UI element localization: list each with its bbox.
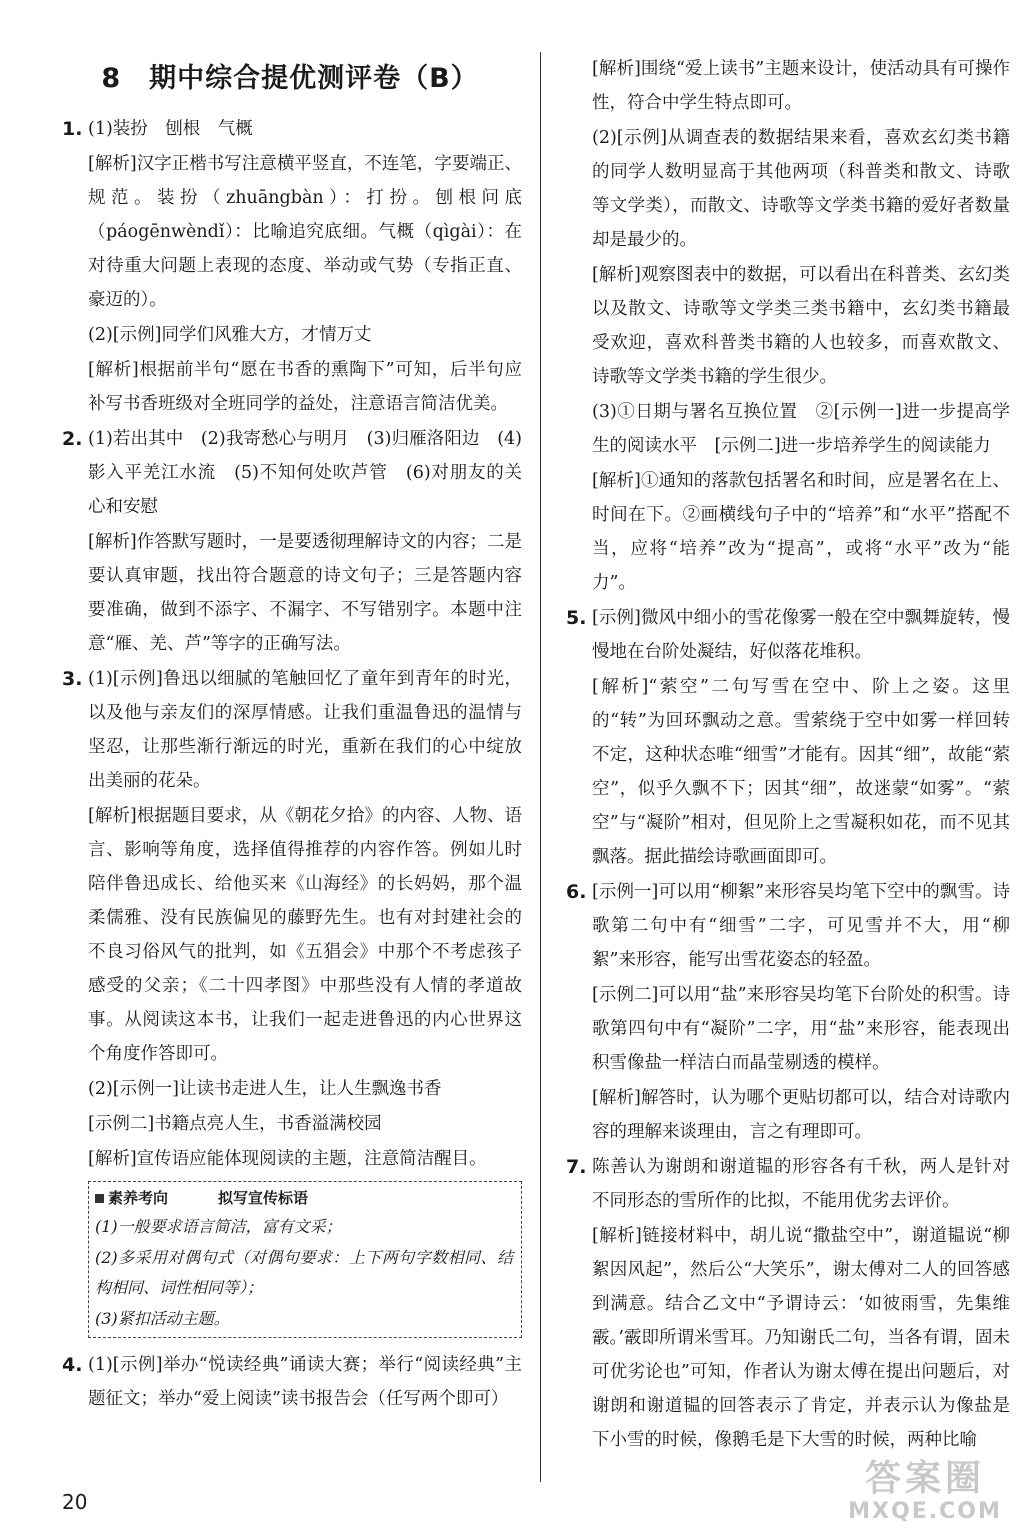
left-column bbox=[62, 112, 522, 1417]
watermark-bottom-text: MXQE.COM bbox=[848, 1499, 1002, 1524]
answer-paragraph: (3)①日期与署名互换位置 ②[示例一]进一步提高学生的阅读水平 [示例二]进一步培养学生的阅读能力 bbox=[592, 402, 1010, 456]
answer-body bbox=[592, 601, 1010, 875]
answer-paragraph: [示例二]可以用“盐”来形容吴均笔下台阶处的积雪。诗歌第四句中有“凝阶”二字，用“盐”来形容，能表现出积雪像盐一样洁白而晶莹剔透的模样。 bbox=[592, 985, 1010, 1073]
square-bullet-icon bbox=[95, 1194, 104, 1203]
answer-paragraph: (2)[示例]同学们风雅大方，才情万丈 bbox=[88, 325, 372, 345]
answer-paragraph: [解析]围绕“爱上读书”主题来设计，使活动具有可操作性，符合中学生特点即可。 bbox=[592, 59, 1010, 113]
answer-number: 3. bbox=[62, 668, 83, 690]
answer-item bbox=[566, 1150, 1010, 1458]
page-number: 20 bbox=[62, 1490, 88, 1514]
answer-paragraph: [示例]微风中细小的雪花像雾一般在空中飘舞旋转，慢慢地在台阶处凝结，好似落花堆积。 bbox=[592, 608, 1010, 662]
answer-body bbox=[88, 1348, 522, 1417]
tip-line: (1)一般要求语言简洁，富有文采； bbox=[95, 1217, 342, 1236]
answer-paragraph: (1)若出其中 (2)我寄愁心与明月 (3)归雁洛阳边 (4)影入平羌江水流 (5)不知何处吹芦管 (6)对朋友的关心和安慰 bbox=[88, 429, 522, 517]
answer-body bbox=[592, 1150, 1010, 1458]
answer-paragraph: [解析]根据题目要求，从《朝花夕拾》的内容、人物、语言、影响等角度，选择值得推荐的内容作答。例如儿时陪伴鲁迅成长、给他买来《山海经》的长妈妈，那个温柔儒雅、没有民族偏见的藤野先生。也有对封建社会的不良习俗风气的批判，如《五猖会》中那个不考虑孩子感受的父亲；《二十四孝图》中那些没有人情的孝道故事。从阅读这本书，让我们一起走进鲁迅的内心世界这个角度作答即可。 bbox=[88, 806, 522, 1064]
answer-item bbox=[566, 601, 1010, 875]
answer-paragraph: (2)[示例]从调查表的数据结果来看，喜欢玄幻类书籍的同学人数明显高于其他两项（科普类和散文、诗歌等文学类），而散文、诗歌等文学类书籍的爱好者数量却是最少的。 bbox=[592, 128, 1010, 250]
answer-body bbox=[88, 112, 522, 422]
answer-paragraph: [示例一]可以用“柳絮”来形容吴均笔下空中的飘雪。诗歌第二句中有“细雪”二字，可见雪并不大，用“柳絮”来形容，能写出雪花姿态的轻盈。 bbox=[592, 882, 1010, 970]
answer-number: 6. bbox=[566, 881, 587, 903]
tip-label: 素养考向 bbox=[108, 1189, 169, 1207]
answer-paragraph: [示例二]书籍点亮人生，书香溢满校园 bbox=[88, 1114, 382, 1134]
answer-number bbox=[566, 52, 592, 601]
tip-line: (3)紧扣活动主题。 bbox=[95, 1309, 230, 1328]
answer-number: 5. bbox=[566, 607, 587, 629]
answer-paragraph: [解析]①通知的落款包括署名和时间，应是署名在上、时间在下。②画横线句子中的“培养”和“水平”搭配不当，应将“培养”改为“提高”，或将“水平”改为“能力”。 bbox=[592, 471, 1010, 593]
column-divider bbox=[540, 52, 541, 1482]
tip-line: (2)多采用对偶句式（对偶句要求：上下两句字数相同、结构相同、词性相同等）； bbox=[95, 1248, 513, 1297]
watermark-logo bbox=[835, 1458, 1015, 1528]
tip-box bbox=[88, 1181, 522, 1338]
answer-item bbox=[566, 875, 1010, 1150]
tip-subtitle: 拟写宣传标语 bbox=[218, 1189, 309, 1207]
answer-item bbox=[566, 52, 1010, 601]
answer-paragraph: (2)[示例一]让读书走进人生，让人生飘逸书香 bbox=[88, 1079, 442, 1099]
page-title: 8 期中综合提优测评卷（B） bbox=[101, 63, 479, 94]
answer-paragraph: [解析]作答默写题时，一是要透彻理解诗文的内容；二是要认真审题，找出符合题意的诗文句子；三是答题内容要准确，做到不添字、不漏字、不写错别字。本题中注意“雁、羌、芦”等字的正确写法。 bbox=[88, 532, 522, 654]
answer-paragraph: [解析]解答时，认为哪个更贴切都可以，结合对诗歌内容的理解来谈理由，言之有理即可。 bbox=[592, 1088, 1010, 1142]
answer-item bbox=[62, 662, 522, 1177]
answer-paragraph: [解析]根据前半句“愿在书香的熏陶下”可知，后半句应补写书香班级对全班同学的益处，注意语言简洁优美。 bbox=[88, 360, 522, 414]
tip-title bbox=[95, 1184, 513, 1212]
answer-body bbox=[592, 52, 1010, 601]
answer-paragraph: 陈善认为谢朗和谢道韫的形容各有千秋，两人是针对不同形态的雪所作的比拟，不能用优劣去评价。 bbox=[592, 1157, 1010, 1211]
answer-number: 7. bbox=[566, 1156, 587, 1178]
answer-number: 1. bbox=[62, 118, 83, 140]
answer-paragraph: [解析]链接材料中，胡儿说“撒盐空中”，谢道韫说“柳絮因风起”，然后公“大笑乐”，谢太傅对二人的回答感到满意。结合乙文中“予谓诗云：‘如彼雨雪，先集维霰。’霰即所谓米雪耳。乃知谢氏二句，当各有谓，固未可优劣论也”可知，作者认为谢太傅在提出问题后，对谢朗和谢道韫的回答表示了肯定，并表示认为像盐是下小雪的时候，像鹅毛是下大雪的时候，两种比喻 bbox=[592, 1226, 1010, 1450]
answer-paragraph: (1)[示例]鲁迅以细腻的笔触回忆了童年到青年的时光，以及他与亲友们的深厚情感。让我们重温鲁迅的温情与坚忍，让那些渐行渐远的时光，重新在我们的心中绽放出美丽的花朵。 bbox=[88, 669, 522, 791]
answer-paragraph: [解析]宣传语应能体现阅读的主题，注意简洁醒目。 bbox=[88, 1149, 487, 1169]
right-column bbox=[566, 52, 1010, 1458]
answer-body bbox=[88, 422, 522, 662]
answer-item bbox=[62, 1348, 522, 1417]
answer-body bbox=[88, 662, 522, 1177]
answer-item bbox=[62, 422, 522, 662]
answer-paragraph: [解析]观察图表中的数据，可以看出在科普类、玄幻类以及散文、诗歌等文学类三类书籍中，玄幻类书籍最受欢迎，喜欢科普类书籍的人也较多，而喜欢散文、诗歌等文学类书籍的学生很少。 bbox=[592, 265, 1010, 387]
answer-number: 2. bbox=[62, 428, 83, 450]
answer-paragraph: [解析]汉字正楷书写注意横平竖直，不连笔，字要端正、规范。装扮（zhuāngbàn）：打扮。刨根问底（páogēnwèndǐ）：比喻追究底细。气概（qìgài）：在对待重大问题上表现的态度、举动或气势（专指正直、豪迈的）。 bbox=[88, 154, 522, 310]
answer-number: 4. bbox=[62, 1354, 83, 1376]
answer-paragraph: [解析]“萦空”二句写雪在空中、阶上之姿。这里的“转”为回环飘动之意。雪萦绕于空中如雾一样回转不定，这种状态唯“细雪”才能有。因其“细”，故能“萦空”，似乎久飘不下；因其“细”，故迷蒙“如雾”。“萦空”与“凝阶”相对，但见阶上之雪凝积如花，而不见其飘落。据此描绘诗歌画面即可。 bbox=[592, 677, 1010, 867]
answer-paragraph: (1)装扮 刨根 气概 bbox=[88, 119, 253, 139]
answer-item bbox=[62, 112, 522, 422]
watermark-top-text: 答案圈 bbox=[864, 1458, 985, 1499]
answer-body bbox=[592, 875, 1010, 1150]
answer-paragraph: (1)[示例]举办“悦读经典”诵读大赛；举行“阅读经典”主题征文；举办“爱上阅读”读书报告会（任写两个即可） bbox=[88, 1355, 522, 1409]
